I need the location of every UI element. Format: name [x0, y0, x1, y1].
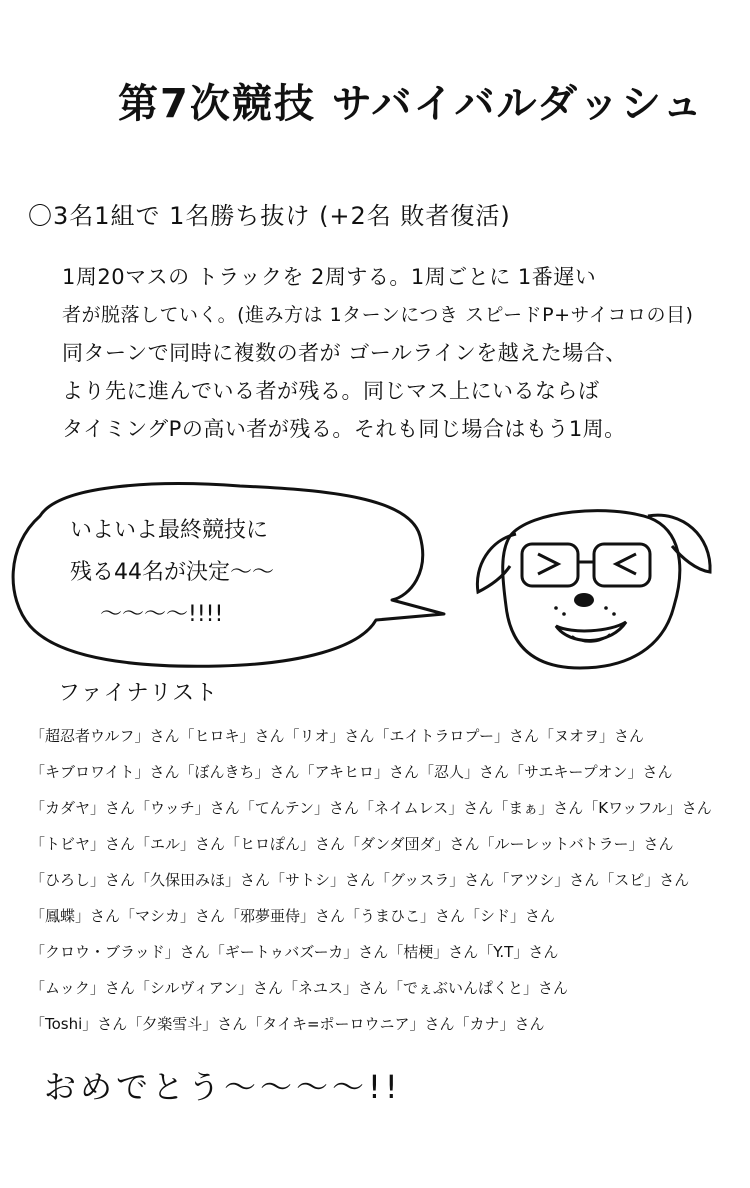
bubble-line: 残る44名が決定〜〜: [70, 560, 274, 585]
paragraph-line: より先に進んでいる者が残る。同じマス上にいるならば: [62, 379, 600, 403]
finalist-line: 「ひろし」さん「久保田みほ」さん「サトシ」さん「グッスラ」さん「アツシ」さん「スピ」さん: [30, 871, 690, 889]
paragraph-line: 同ターンで同時に複数の者が ゴールラインを越えた場合、: [62, 341, 627, 365]
finalist-line: 「カダヤ」さん「ウッチ」さん「てんテン」さん「ネイムレス」さん「まぁ」さん「Kワッフル」さん: [30, 799, 712, 817]
finalist-line: 「Toshi」さん「夕楽雪斗」さん「タイキ=ポーロウニア」さん「カナ」さん: [30, 1015, 545, 1033]
finalists-list: [30, 718, 730, 1042]
finalist-line: 「鳳蝶」さん「マシカ」さん「邪夢亜侍」さん「うまひこ」さん「シド」さん: [30, 907, 556, 925]
dog-mascot-icon: [460, 496, 720, 676]
paragraph-line: 1周20マスの トラックを 2周する。1周ごとに 1番遅い: [62, 265, 597, 289]
finalist-line: 「超忍者ウルフ」さん「ヒロキ」さん「リオ」さん「エイトラロプー」さん「ヌオヲ」さん: [30, 727, 644, 745]
bubble-line: いよいよ最終競技に: [70, 518, 269, 543]
closing-message: おめでとう〜〜〜〜!!: [44, 1068, 402, 1106]
paragraph-line: タイミングPの高い者が残る。それも同じ場合はもう1周。: [62, 417, 626, 441]
paragraph-line: 者が脱落していく。(進み方は 1ターンにつき スピードP+サイコロの目): [62, 304, 694, 326]
rule-text: 〇3名1組で 1名勝ち抜け (+2名 敗者復活): [28, 202, 511, 230]
bubble-line: 〜〜〜〜!!!!: [100, 602, 224, 627]
finalist-line: 「キブロワイト」さん「ぼんきち」さん「アキヒロ」さん「忍人」さん「サエキープオン」さん: [30, 763, 673, 781]
bubble-text: [70, 510, 370, 636]
page-title: 第7次競技 サバイバルダッシュ: [118, 81, 705, 127]
finalist-line: 「ムック」さん「シルヴィアン」さん「ネユス」さん「でぇぶいんぱくと」さん: [30, 979, 568, 997]
finalist-line: 「トビヤ」さん「エル」さん「ヒロぽん」さん「ダンダ団ダ」さん「ルーレットバトラー」さん: [30, 835, 674, 853]
finalist-line: 「クロウ・ブラッド」さん「ギートゥバズーカ」さん「桔梗」さん「Y.T」さん: [30, 943, 559, 961]
finalists-heading: ファイナリスト: [58, 681, 219, 706]
rules-paragraph: [62, 258, 732, 448]
